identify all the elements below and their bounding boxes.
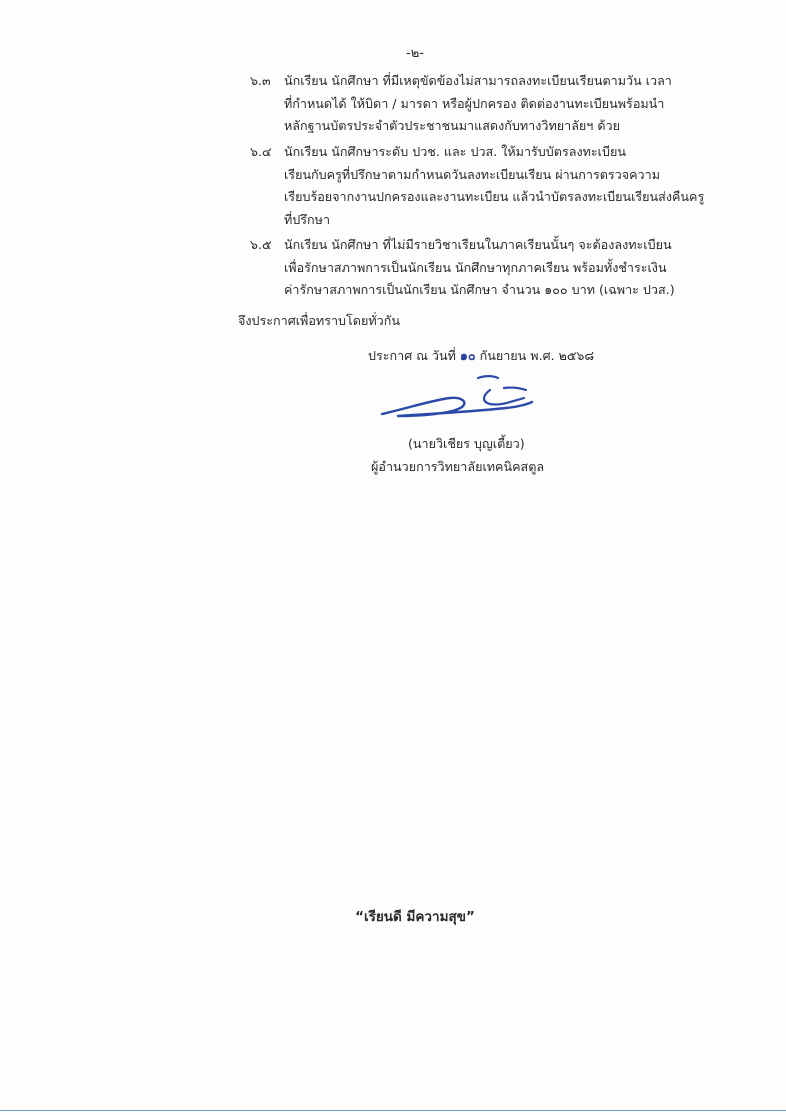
bottom-divider	[0, 1110, 786, 1111]
page-number: -๒-	[406, 46, 424, 61]
item-line: เพื่อรักษาสภาพการเป็นนักเรียน นักศึกษาทุกภาคเรียน พร้อมทั้งชำระเงิน	[284, 259, 667, 275]
announcement-prefix: ประกาศ ณ วันที่	[368, 348, 456, 363]
item-line: ค่ารักษาสภาพการเป็นนักเรียน นักศึกษา จำนวน ๑๐๐ บาท (เฉพาะ ปวส.)	[284, 282, 675, 297]
closing-statement: จึงประกาศเพื่อทราบโดยทั่วกัน	[238, 313, 400, 328]
item-line: เรียนกับครูที่ปรึกษาตามกำหนดวันลงทะเบียนเรียน ผ่านการตรวจความ	[284, 166, 661, 182]
motto: “เรียนดี มีความสุข”	[355, 909, 475, 925]
announcement-suffix: กันยายน พ.ศ. ๒๕๖๘	[479, 348, 595, 363]
item-line: ที่กำหนดได้ ให้บิดา / มารดา หรือผู้ปกครอง ติดต่องานทะเบียนพร้อมนำ	[284, 95, 665, 111]
item-line: เรียบร้อยจากงานปกครองและงานทะเบียน แล้วนำบัตรลงทะเบียนเรียนส่งคืนครู	[284, 189, 705, 204]
signature-image	[378, 370, 538, 425]
announcement-date	[368, 345, 594, 368]
item-number: ๖.๕	[250, 237, 272, 252]
signer-name: (นายวิเชียร บุญเตี้ยว)	[408, 436, 525, 451]
item-number: ๖.๔	[250, 144, 272, 159]
item-line: หลักฐานบัตรประจำตัวประชาชนมาแสดงกับทางวิทยาลัยฯ ด้วย	[284, 118, 621, 133]
item-line: ที่ปรึกษา	[284, 211, 331, 227]
item-line: นักเรียน นักศึกษา ที่มีเหตุขัดข้องไม่สามารถลงทะเบียนเรียนตามวัน เวลา	[284, 73, 672, 88]
item-number: ๖.๓	[250, 73, 271, 88]
item-line: นักเรียน นักศึกษาระดับ ปวช. และ ปวส. ให้มารับบัตรลงทะเบียน	[284, 144, 626, 159]
item-line: นักเรียน นักศึกษา ที่ไม่มีรายวิชาเรียนในภาคเรียนนั้นๆ จะต้องลงทะเบียน	[284, 237, 672, 252]
list-item-6-3	[250, 70, 690, 138]
announcement-day: ๑๐	[459, 348, 476, 363]
signer-title: ผู้อำนวยการวิทยาลัยเทคนิคสตูล	[371, 459, 545, 474]
list-item-6-5	[250, 234, 690, 302]
list-item-6-4	[250, 141, 705, 231]
